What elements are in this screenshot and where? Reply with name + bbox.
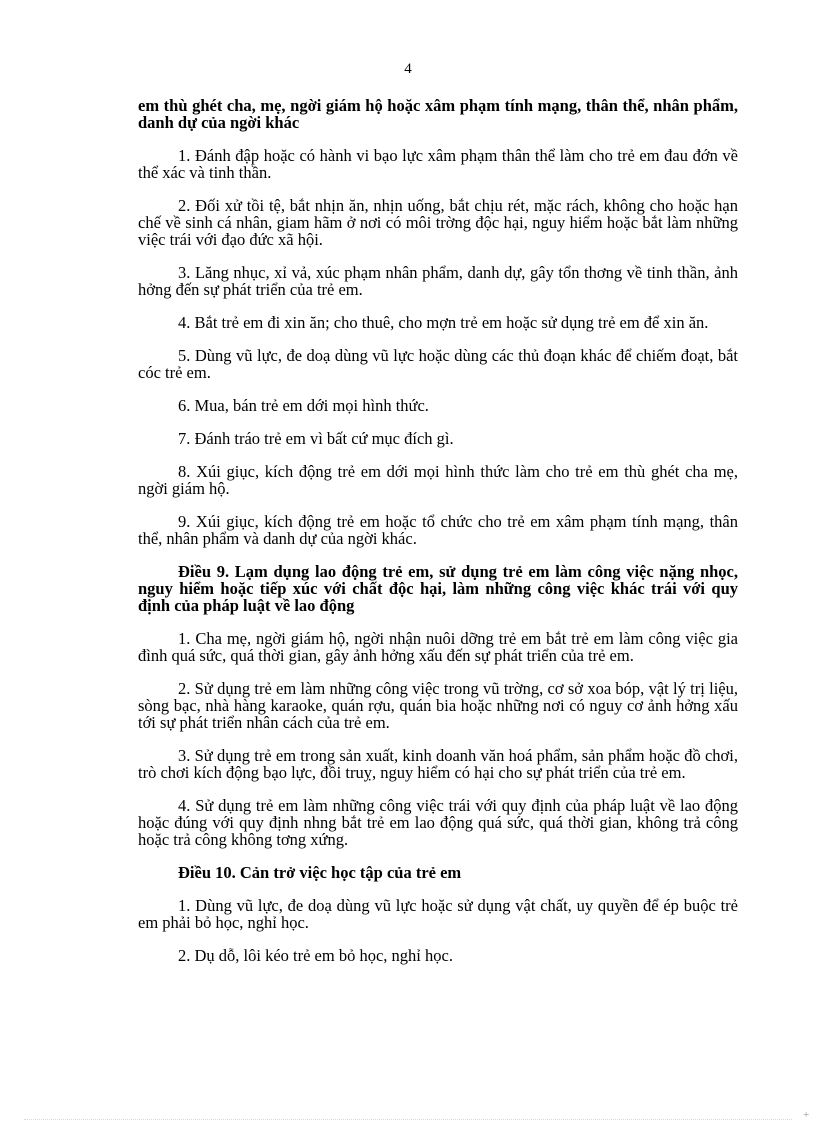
article8-item-1: 1. Đánh đập hoặc có hành vi bạo lực xâm phạm thân thể làm cho trẻ em đau đớn về thể xác và tinh thần.	[138, 146, 738, 182]
article8-title-continued: em thù ghét cha, mẹ, ngời giám hộ hoặc xâm phạm tính mạng, thân thể, nhân phẩm, danh dự của ngời khác	[138, 96, 738, 132]
document-body	[138, 97, 738, 980]
article8-item-6: 6. Mua, bán trẻ em dới mọi hình thức.	[178, 396, 429, 415]
corner-plus-mark: +	[803, 1109, 810, 1121]
article8-item-7: 7. Đánh tráo trẻ em vì bất cứ mục đích gì.	[178, 429, 454, 448]
article8-item-5: 5. Dùng vũ lực, đe doạ dùng vũ lực hoặc dùng các thủ đoạn khác để chiếm đoạt, bắt cóc trẻ em.	[138, 346, 738, 382]
article9-item-2: 2. Sử dụng trẻ em làm những công việc trong vũ trờng, cơ sở xoa bóp, vật lý trị liệu, sòng bạc, nhà hàng karaoke, quán rợu, quán bia hoặc những nơi có nguy cơ ảnh hởng xấu tới sự phát triển nhân cách của trẻ em.	[138, 679, 738, 732]
article9-item-1: 1. Cha mẹ, ngời giám hộ, ngời nhận nuôi dỡng trẻ em bắt trẻ em làm công việc gia đình quá sức, quá thời gian, gây ảnh hởng xấu đến sự phát triển của trẻ em.	[138, 629, 738, 665]
article8-item-4: 4. Bắt trẻ em đi xin ăn; cho thuê, cho mợn trẻ em hoặc sử dụng trẻ em để xin ăn.	[178, 313, 709, 332]
article9-item-4: 4. Sử dụng trẻ em làm những công việc trái với quy định của pháp luật về lao động hoặc đúng với quy định nhng bắt trẻ em lao động quá sức, quá thời gian, không trả công hoặc trả công không tơng xứng.	[138, 796, 738, 849]
article8-item-2: 2. Đối xử tồi tệ, bắt nhịn ăn, nhịn uống, bắt chịu rét, mặc rách, không cho hoặc hạn chế về sinh cá nhân, giam hãm ở nơi có môi trờng độc hại, nguy hiểm hoặc bắt làm những việc trái với đạo đức xã hội.	[138, 196, 738, 249]
article10-item-2: 2. Dụ dỗ, lôi kéo trẻ em bỏ học, nghỉ học.	[178, 946, 453, 965]
article10-title: Điều 10. Cản trở việc học tập của trẻ em	[178, 863, 462, 882]
article8-item-8: 8. Xúi giục, kích động trẻ em dới mọi hình thức làm cho trẻ em thù ghét cha mẹ, ngời giám hộ.	[138, 462, 738, 498]
article10-item-1: 1. Dùng vũ lực, đe doạ dùng vũ lực hoặc sử dụng vật chất, uy quyền để ép buộc trẻ em phải bỏ học, nghỉ học.	[138, 896, 738, 932]
page-bottom-divider	[24, 1119, 792, 1120]
page-number: 4	[404, 61, 412, 77]
article9-title: Điều 9. Lạm dụng lao động trẻ em, sử dụng trẻ em làm công việc nặng nhọc, nguy hiểm hoặc tiếp xúc với chất độc hại, làm những công việc khác trái với quy định của pháp luật về lao động	[138, 562, 738, 615]
article8-item-3: 3. Lăng nhục, xỉ vả, xúc phạm nhân phẩm, danh dự, gây tổn thơng về tinh thần, ảnh hởng đến sự phát triển của trẻ em.	[138, 263, 738, 299]
article8-item-9: 9. Xúi giục, kích động trẻ em hoặc tổ chức cho trẻ em xâm phạm tính mạng, thân thể, nhân phẩm và danh dự của ngời khác.	[138, 512, 738, 548]
article9-item-3: 3. Sử dụng trẻ em trong sản xuất, kinh doanh văn hoá phẩm, sản phẩm hoặc đồ chơi, trò chơi kích động bạo lực, đồi truỵ, nguy hiểm có hại cho sự phát triển của trẻ em.	[138, 746, 738, 782]
